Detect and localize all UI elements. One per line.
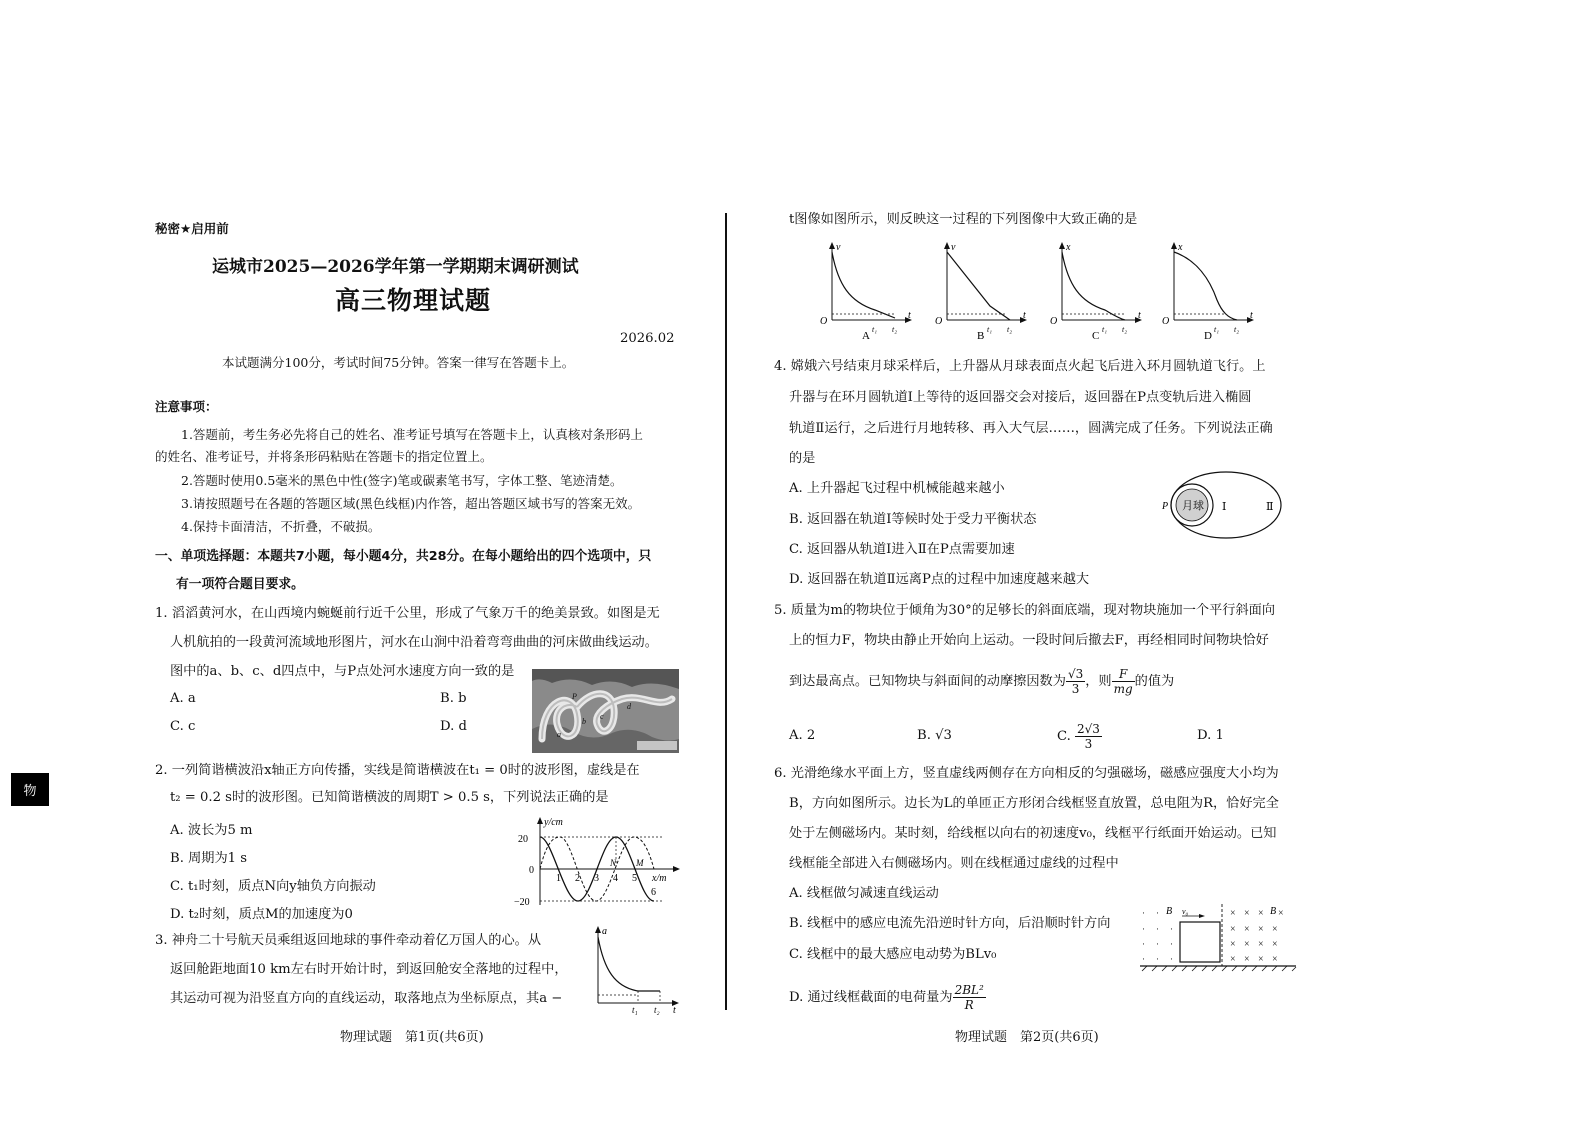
charge-denominator: R: [964, 998, 974, 1012]
point-p-label: P: [1162, 501, 1169, 512]
a-t-graph: [590, 925, 682, 1016]
wave-ytick: 20: [518, 834, 528, 845]
q5-option-c: [1057, 722, 1102, 751]
secret-label: 秘密★启用前: [155, 221, 229, 236]
q5-text: 5. 质量为m的物块位于倾角为30°的足够长的斜面底端，现对物块施加一个平行斜面向: [774, 603, 1276, 618]
wave-ytick: 0: [529, 865, 534, 876]
svg-text:·: ·: [1142, 939, 1145, 949]
orbit2-label: Ⅱ: [1266, 501, 1274, 513]
field-b-left: B: [1166, 906, 1173, 917]
q1-text: 人机航拍的一段黄河流域地形图片，河水在山涧中沿着弯弯曲曲的河床做曲线运动。: [170, 635, 658, 650]
svg-text:×: ×: [1272, 954, 1278, 965]
q3-text: 3. 神舟二十号航天员乘组返回地球的事件牵动着亿万国人的心。从: [155, 933, 542, 948]
a-t-t2: t₂: [654, 1005, 660, 1015]
notice-item: 2.答题时使用0.5毫米的黑色中性(签字)笔或碳素笔书写，字体工整、笔迹清楚。: [181, 473, 623, 488]
q3-choice-c-graph: [1050, 240, 1146, 340]
choice-t2: t₂: [1007, 325, 1013, 334]
svg-text:×: ×: [1244, 924, 1250, 935]
q4-option-b: B. 返回器在轨道Ⅰ等候时处于受力平衡状态: [789, 512, 1037, 527]
option-c-denominator: 3: [1084, 737, 1093, 751]
wave-ylabel: y/cm: [544, 817, 563, 828]
svg-text:×: ×: [1258, 939, 1264, 950]
wave-xtick: 5: [632, 873, 637, 884]
svg-text:·: ·: [1156, 908, 1159, 918]
charge-fraction: [953, 983, 986, 1012]
q4-text: 的是: [789, 451, 816, 466]
magnetic-field-diagram: [1138, 902, 1298, 972]
field-b-right: B: [1270, 906, 1277, 917]
exam-intro: 本试题满分100分，考试时间75分钟。答案一律写在答题卡上。: [222, 355, 575, 370]
a-t-ylabel: a: [602, 926, 607, 937]
svg-text:·: ·: [1170, 954, 1173, 964]
wave-xtick: 2: [575, 873, 580, 884]
wave-graph: [512, 815, 684, 909]
ground-hatching: [1142, 966, 1296, 971]
choice-origin: O: [820, 316, 828, 327]
svg-text:×: ×: [1230, 939, 1236, 950]
orbit-diagram: [1162, 468, 1284, 542]
q2-option-c: C. t₁时刻，质点N向y轴负方向振动: [170, 879, 376, 894]
choice-label-d: D: [1204, 330, 1212, 342]
q1-option-b: B. b: [440, 691, 467, 706]
charge-numerator: 2BL²: [954, 983, 984, 997]
subject-title: 高三物理试题: [335, 286, 492, 315]
wave-point-m: M: [636, 858, 644, 868]
choice-t1: t₁: [1102, 325, 1108, 334]
q2-option-a: A. 波长为5 m: [170, 823, 253, 838]
svg-text:·: ·: [1142, 908, 1145, 918]
svg-text:·: ·: [1142, 924, 1145, 934]
q4-text: 4. 嫦娥六号结束月球采样后，上升器从月球表面点火起飞后进入环月圆轨道飞行。上: [774, 359, 1266, 374]
q4-option-c: C. 返回器从轨道Ⅰ进入Ⅱ在P点需要加速: [789, 542, 1015, 557]
choice-t1: t₁: [1214, 325, 1220, 334]
q5-text-line3: [789, 667, 1174, 696]
ratio-denominator: mg: [1113, 682, 1133, 696]
svg-text:c: c: [600, 712, 604, 721]
svg-text:·: ·: [1142, 954, 1145, 964]
q3-choice-b-graph: [935, 240, 1031, 340]
q6-text: 6. 光滑绝缘水平面上方，竖直虚线两侧存在方向相反的匀强磁场，磁感应强度大小均为: [774, 766, 1279, 781]
mu-denominator: 3: [1071, 682, 1080, 696]
moon-label: 月球: [1182, 499, 1204, 512]
svg-text:×: ×: [1244, 939, 1250, 950]
choice-xlabel: t: [1138, 310, 1141, 321]
q2-option-d: D. t₂时刻，质点M的加速度为0: [170, 907, 353, 922]
q5-text: 上的恒力F，物块由静止开始向上运动。一段时间后撤去F，再经相同时间物块恰好: [789, 633, 1269, 648]
velocity-label: v₀: [1182, 907, 1189, 916]
choice-t1: t₁: [987, 325, 993, 334]
q1-text: 1. 滔滔黄河水，在山西境内蜿蜒前行近千公里，形成了气象万千的绝美景致。如图是无: [155, 606, 660, 621]
choice-t2: t₂: [1234, 325, 1240, 334]
q3-text: 返回舱距地面10 km左右时开始计时，到返回舱安全落地的过程中，: [170, 962, 568, 977]
choice-label-c: C: [1092, 330, 1100, 342]
choice-ylabel: v: [836, 242, 841, 253]
q4-text: 轨道Ⅱ运行，之后进行月地转移、再入大气层……，圆满完成了任务。下列说法正确: [789, 421, 1273, 436]
q6-option-c: C. 线框中的最大感应电动势为BLv₀: [789, 947, 997, 962]
q1-text: 图中的a、b、c、d四点中，与P点处河水速度方向一致的是: [170, 664, 515, 679]
section1-heading: 一、单项选择题：本题共7小题，每小题4分，共28分。在每小题给出的四个选项中，只: [155, 549, 652, 564]
wave-xlabel: x/m: [652, 873, 667, 884]
footer-right: 物理试题 第2页(共6页): [955, 1030, 1099, 1045]
exam-date: 2026.02: [620, 331, 675, 346]
q2-text: t₂ = 0.2 s时的波形图。已知简谐横波的周期T > 0.5 s，下列说法正确的是: [170, 790, 609, 805]
footer-left: 物理试题 第1页(共6页): [340, 1030, 484, 1045]
svg-text:·: ·: [1156, 954, 1159, 964]
q4-text: 升器与在环月圆轨道Ⅰ上等待的返回器交会对接后，返回器在P点变轨后进入椭圆: [789, 390, 1252, 405]
svg-text:×: ×: [1272, 939, 1278, 950]
svg-text:·: ·: [1170, 924, 1173, 934]
q5-text-pre: 到达最高点。已知物块与斜面间的动摩擦因数为: [789, 674, 1066, 689]
notice-item: 3.请按照题号在各题的答题区域(黑色线框)内作答，超出答题区域书写的答案无效。: [181, 496, 641, 511]
svg-text:·: ·: [1156, 924, 1159, 934]
q3-text-continued: t图像如图所示，则反映这一过程的下列图像中大致正确的是: [789, 212, 1138, 227]
option-c-fraction: [1075, 722, 1102, 751]
square-loop: [1180, 922, 1220, 962]
q6-option-b: B. 线框中的感应电流先沿逆时针方向，后沿顺时针方向: [789, 916, 1111, 931]
choice-t1: t₁: [872, 325, 878, 334]
q5-option-c-label: C.: [1057, 729, 1071, 744]
svg-text:P: P: [572, 692, 577, 701]
wave-xtick: 3: [594, 873, 599, 884]
choice-origin: O: [1162, 316, 1170, 327]
choice-xlabel: t: [1023, 310, 1026, 321]
choice-t2: t₂: [892, 325, 898, 334]
svg-text:·: ·: [1170, 939, 1173, 949]
choice-origin: O: [1050, 316, 1058, 327]
choice-origin: O: [935, 316, 943, 327]
exam-title: 运城市2025—2026学年第一学期期末调研测试: [212, 257, 579, 277]
q5-option-a: A. 2: [789, 728, 816, 743]
notice-heading: 注意事项：: [155, 399, 218, 414]
svg-text:a: a: [557, 730, 561, 739]
choice-label-a: A: [862, 330, 870, 342]
q4-option-d: D. 返回器在轨道Ⅱ远离P点的过程中加速度越来越大: [789, 572, 1090, 587]
choice-t2: t₂: [1122, 325, 1128, 334]
q6-option-d-text: D. 通过线框截面的电荷量为: [789, 990, 953, 1005]
mu-fraction: [1066, 667, 1085, 696]
svg-text:×: ×: [1230, 908, 1236, 919]
svg-text:·: ·: [1156, 939, 1159, 949]
q6-option-d: [789, 983, 986, 1012]
q6-text: 处于左侧磁场内。某时刻，给线框以向右的初速度v₀，线框平行纸面开始运动。已知: [789, 826, 1277, 841]
notice-item: 的姓名、准考证号，并将条形码粘贴在答题卡的指定位置上。: [155, 449, 493, 464]
q3-text: 其运动可视为沿竖直方向的直线运动，取落地点为坐标原点，其a −: [170, 991, 563, 1006]
ratio-numerator: F: [1112, 667, 1135, 682]
ratio-fraction: [1112, 667, 1135, 696]
wave-ytick: −20: [514, 897, 530, 908]
svg-text:×: ×: [1244, 908, 1250, 919]
choice-ylabel: x: [1066, 242, 1071, 253]
svg-text:×: ×: [1258, 954, 1264, 965]
q1-option-a: A. a: [170, 691, 196, 706]
choice-ylabel: v: [951, 242, 956, 253]
q5-text-mid: ，则: [1085, 674, 1112, 689]
svg-text:d: d: [627, 702, 631, 711]
wave-point-n: N: [610, 858, 617, 868]
q3-choice-d-graph: [1162, 240, 1258, 340]
svg-text:×: ×: [1278, 908, 1284, 919]
q6-text: 线框能全部进入右侧磁场内。则在线框通过虚线的过程中: [789, 856, 1119, 871]
mu-numerator: √3: [1067, 667, 1084, 681]
river-photo: [532, 669, 679, 753]
svg-text:×: ×: [1258, 924, 1264, 935]
wave-xtick: 1: [556, 873, 561, 884]
q2-option-b: B. 周期为1 s: [170, 851, 247, 866]
svg-text:×: ×: [1272, 924, 1278, 935]
section1-heading-cont: 有一项符合题目要求。: [176, 577, 304, 592]
q5-option-d: D. 1: [1197, 728, 1224, 743]
orbit1-label: Ⅰ: [1222, 501, 1227, 513]
wave-xtick: 6: [651, 887, 656, 898]
q1-option-d: D. d: [440, 719, 467, 734]
choice-ylabel: x: [1178, 242, 1183, 253]
q6-option-a: A. 线框做匀减速直线运动: [789, 886, 939, 901]
q6-text: B，方向如图所示。边长为L的单匝正方形闭合线框竖直放置，总电阻为R，恰好完全: [789, 796, 1279, 811]
choice-xlabel: t: [908, 310, 911, 321]
q5-option-b: B. √3: [917, 728, 952, 743]
svg-text:×: ×: [1244, 954, 1250, 965]
notice-item: 4.保持卡面清洁，不折叠，不破损。: [181, 519, 381, 534]
svg-text:×: ×: [1230, 924, 1236, 935]
q5-text-post: 的值为: [1134, 674, 1175, 689]
svg-text:×: ×: [1230, 954, 1236, 965]
side-tab: 物: [11, 773, 49, 806]
svg-text:b: b: [582, 717, 586, 726]
column-divider: [725, 213, 727, 1010]
a-t-t1: t₁: [632, 1005, 638, 1015]
q3-choice-a-graph: [820, 240, 916, 340]
choice-label-b: B: [977, 330, 985, 342]
a-t-xlabel: t: [673, 1005, 676, 1016]
q4-option-a: A. 上升器起飞过程中机械能越来越小: [789, 481, 1005, 496]
q1-option-c: C. c: [170, 719, 196, 734]
q2-text: 2. 一列简谐横波沿x轴正方向传播，实线是简谐横波在t₁ = 0时的波形图，虚线是在: [155, 763, 640, 778]
wave-xtick: 4: [613, 873, 618, 884]
svg-text:×: ×: [1258, 908, 1264, 919]
notice-item: 1.答题前，考生务必先将自己的姓名、准考证号填写在答题卡上，认真核对条形码上: [181, 427, 643, 442]
option-c-numerator: 2√3: [1077, 722, 1100, 736]
choice-xlabel: t: [1250, 310, 1253, 321]
